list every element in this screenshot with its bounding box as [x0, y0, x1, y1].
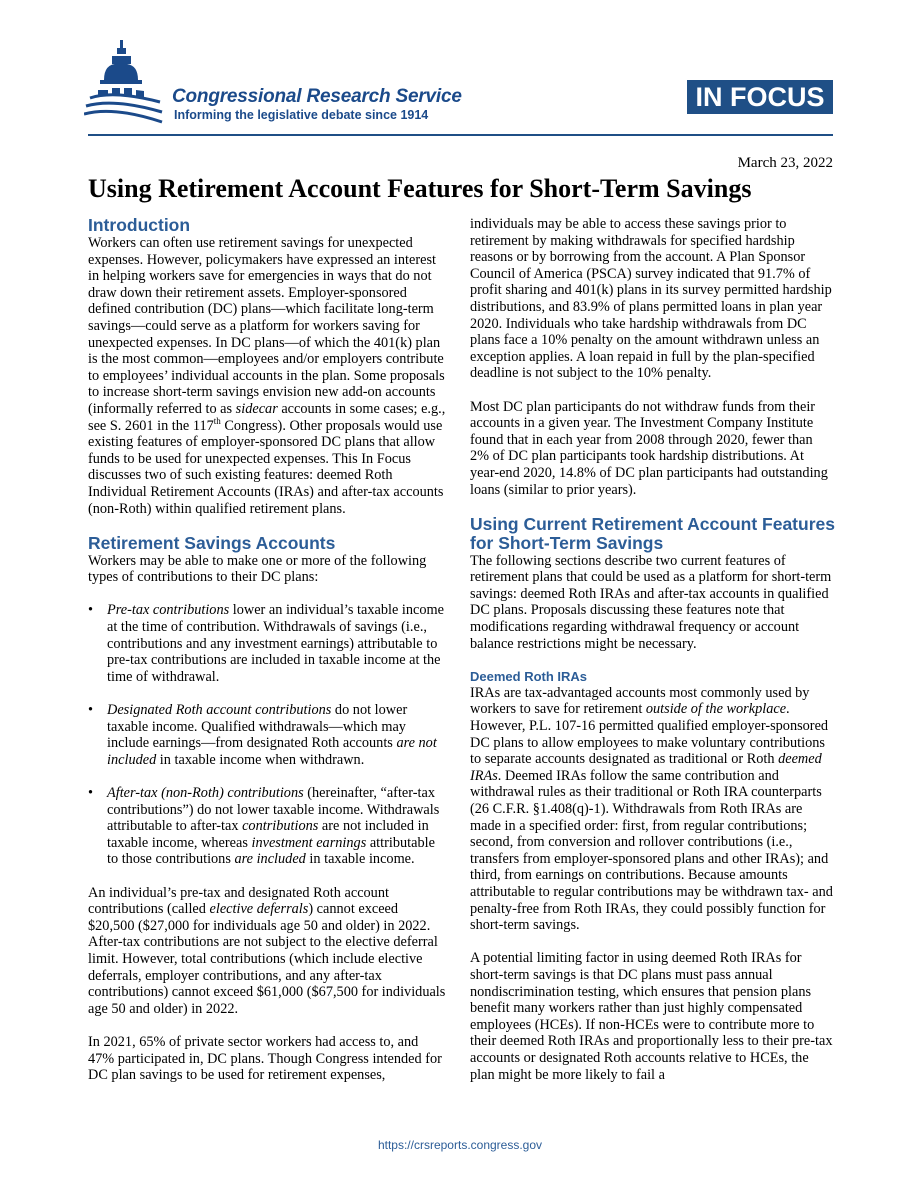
text-run: After-tax (non-Roth) contributions [107, 785, 304, 801]
text-run: . However, P.L. 107-16 permitted qualified employer-sponsored DC plans to allow employees to make voluntary contributions to separate accounts designated as traditional or Roth [470, 701, 829, 768]
text-run: lower an individual’s taxable income at the time of contribution. Withdrawals of savings (i.e., contributions and any investment earnings) attributable to pre-tax contributions are included in taxable income at the time of withdrawal. [107, 602, 444, 685]
using-features-paragraph: The following sections describe two current features of retirement plans that could be used as a platform for short-term savings: deemed Roth IRAs and after-tax accounts in qualified DC plans. Proposals discussing these features note that modifications regarding withdrawal frequency or account balance restrictions might be necessary. [470, 552, 832, 652]
text-run: deemed IRAs [470, 751, 822, 784]
section-heading-retirement-savings-accounts: Retirement Savings Accounts [88, 532, 336, 553]
text-run: ) cannot exceed $20,500 ($27,000 for individuals age 50 and older) in 2022. After-tax contributions are not subject to the elective deferral limit. However, total contributions (which include elective deferrals, employer contributions, and any after-tax contributions) cannot exceed $61,000 ($67,500 for individuals age 50 and older) in 2022. [88, 901, 446, 1017]
subheading-deemed-roth-iras: Deemed Roth IRAs [470, 668, 588, 684]
text-run: (hereinafter, “after-tax contributions”) do not lower taxable income. Withdrawals attributable to after-tax [107, 785, 440, 835]
text-run: are included [234, 851, 306, 868]
org-tagline: Informing the legislative debate since 1914 [174, 108, 429, 122]
elective-deferrals-paragraph [88, 885, 448, 1018]
capitol-dome-icon [84, 40, 164, 130]
list-item [88, 702, 448, 768]
text-run: sidecar [235, 400, 278, 417]
text-run: in taxable income when withdrawn. [156, 751, 365, 768]
footer-url-link[interactable]: https://crsreports.congress.gov [377, 1138, 543, 1152]
contribution-types-list [88, 602, 448, 868]
text-run: outside of the workplace [645, 701, 787, 718]
deemed-roth-paragraph [470, 685, 835, 934]
text-run: in taxable income. [305, 851, 415, 868]
left-column [88, 216, 448, 1100]
header-rule [88, 134, 833, 136]
intro-paragraph [88, 235, 448, 517]
text-run: do not lower taxable income. Qualified withdrawals—which may include earnings—from designated Roth accounts [107, 702, 408, 752]
rsa-lead-paragraph: Workers may be able to make one or more of the following types of contributions to their DC plans: [88, 552, 427, 586]
section-heading-introduction: Introduction [88, 215, 191, 235]
hardship-paragraph: individuals may be able to access these savings prior to retirement by making withdrawals for specified hardship reasons or by borrowing from the account. A Plan Sponsor Council of America (PSCA) survey indicated that 91.7% of profit sharing and 401(k) plans in its survey permitted hardship distributions, and 83.9% of plans permitted loans in plan year 2020. Individuals who take hardship withdrawals from DC plans face a 10% penalty on the amount withdrawn unless an exception applies. A loan repaid in full by the plan-specified deadline is not subject to the 10% penalty. [470, 216, 832, 382]
text-run: accounts in some cases; e.g., see S. 2601 in the 117 [88, 400, 446, 434]
publication-date: March 23, 2022 [737, 155, 833, 171]
report-header [0, 0, 920, 140]
text-run: are not included in taxable income, whereas [107, 818, 429, 851]
list-item [88, 785, 448, 868]
text-run: attributable to those contributions [107, 834, 435, 868]
superscript: th [213, 415, 221, 426]
limiting-factor-paragraph: A potential limiting factor in using deemed Roth IRAs for short-term savings is that DC plans must pass annual nondiscrimination testing, which ensures that pension plans benefit many workers rather than just highly compensated employees (HCEs). If non-HCEs were to contribute more to their deemed Roth IRAs and proportionally less to their pre-tax accounts or designated Roth accounts relative to HCEs, the plan might be more likely to fail a [470, 950, 833, 1083]
text-run: Congress). Other proposals would use existing features of employer-sponsored DC plans that allow funds to be used for unexpected expenses. This In Focus discusses two of such existing features: deemed Roth Individual Retirement Accounts (IRAs) and after-tax accounts (non-Roth) within qualified retirement plans. [88, 417, 444, 517]
right-column [470, 216, 835, 1100]
section-heading-using-features: Using Current Retirement Account Features for Short-Term Savings [470, 513, 835, 553]
text-run: . Deemed IRAs follow the same contribution and withdrawal rules as their traditional or Roth IRA counterparts (26 C.F.R. §1.408(q)-1). Withdrawals from Roth IRAs are made in a specified order: first, from regular contributions; second, from conversion and rollover contributions (i.e., transfers from employer-sponsored plans and other IRAs); and third, from earnings on contributions. Because amounts attributable to regular contributions may be withdrawn tax- and penalty-free from Roth IRAs, they could possibly function for short-term savings. [470, 767, 833, 934]
text-run: Pre-tax contributions [107, 602, 230, 619]
list-item [88, 602, 448, 685]
text-run: elective deferrals [209, 901, 309, 918]
text-run: are not included [107, 735, 437, 768]
text-run: contributions [242, 818, 319, 835]
text-run: IRAs are tax-advantaged accounts most commonly used by workers to save for retirement [470, 684, 810, 718]
text-run: investment earnings [251, 834, 367, 851]
org-name: Congressional Research Service [172, 86, 462, 107]
withdrawal-stats-paragraph: Most DC plan participants do not withdraw funds from their accounts in a given year. The Investment Company Institute found that in each year from 2008 through 2020, fewer than 2% of DC plan participants took hardship distributions. At year-end 2020, 14.8% of DC plan participants had outstanding loans (similar to prior years). [470, 398, 828, 498]
participation-paragraph: In 2021, 65% of private sector workers had access to, and 47% participated in, DC plans. Though Congress intended for DC plan savings to be used for retirement expenses, [88, 1033, 442, 1084]
text-run: Workers can often use retirement savings for unexpected expenses. However, policymakers have expressed an interest in helping workers save for emergencies in ways that do not draw down their retirement assets. Employer-sponsored defined contribution (DC) plans—which facilitate long-term savings—could serve as a platform for workers saving for unexpected expenses. In DC plans—of which the 401(k) plan is the most common—employees and/or employers contribute to employees’ individual accounts in the plan. Some proposals to increase short-term savings envision new add-on accounts (informally referred to as [88, 235, 445, 417]
page-title: Using Retirement Account Features for Short-Term Savings [88, 174, 752, 203]
text-run: An individual’s pre-tax and designated Roth account contributions (called [88, 884, 389, 918]
in-focus-badge: IN FOCUS [687, 80, 833, 114]
text-run: Designated Roth account contributions [107, 702, 332, 719]
